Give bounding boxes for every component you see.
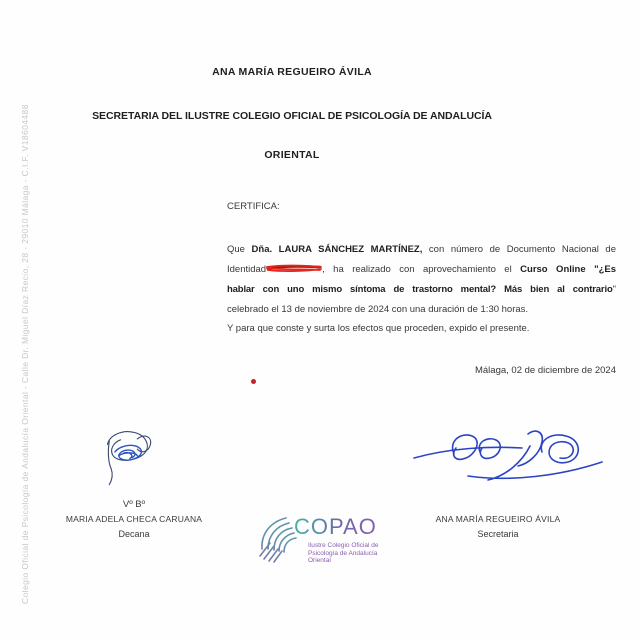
body-line-1 — [227, 240, 616, 260]
copao-logo-acronym: COPAO — [294, 514, 377, 539]
dni-redaction-scribble-icon — [266, 263, 322, 273]
body-line1-pre: Que — [227, 244, 252, 255]
secretaria-name: ANA MARÍA REGUEIRO ÁVILA — [435, 514, 561, 524]
certificate-body — [227, 240, 616, 320]
body-line-4: celebrado el 13 de noviembre de 2024 con una duración de 1:30 horas. — [227, 304, 529, 315]
copao-tagline-line1: Ilustre Colegio Oficial de — [308, 542, 379, 549]
right-signature-block — [428, 514, 568, 539]
copao-logo-tagline — [308, 542, 378, 565]
course-title-part1: Curso Online "¿Es — [520, 264, 616, 275]
body-line-3 — [227, 280, 616, 300]
decana-name: MARIA ADELA CHECA CARUANA — [65, 514, 203, 524]
closing-statement: Y para que conste y surta los efectos que proceden, expido el presente. — [227, 323, 530, 334]
certify-label: CERTIFICA: — [227, 201, 280, 212]
body-line-2 — [227, 260, 616, 280]
place-and-date: Málaga, 02 de diciembre de 2024 — [474, 365, 616, 376]
body-line2-mid: , ha realizado con aprovechamiento el — [322, 264, 521, 275]
body-line2-pre: Identidad — [227, 264, 267, 275]
recipient-name: Dña. LAURA SÁNCHEZ MARTÍNEZ, — [251, 244, 423, 255]
body-line3-post: " — [612, 284, 616, 295]
vobo-label: Vº Bº — [122, 499, 146, 510]
footer-vertical-text: Colegio Oficial de Psicología de Andalucía Oriental - Calle Dr. Miguel Díaz Recio, 28 - 29010 Málaga - C.I.F. V18604488 — [20, 104, 30, 604]
decana-signature-icon — [100, 426, 156, 490]
decana-role: Decana — [118, 529, 150, 539]
copao-tagline-line3: Oriental — [308, 557, 331, 564]
course-title-part2: hablar con uno mismo síntoma de trastorno mental? Más bien al contrario — [227, 284, 613, 295]
header-title-line1: SECRETARIA DEL ILUSTRE COLEGIO OFICIAL DE PSICOLOGÍA DE ANDALUCÍA — [92, 110, 492, 122]
header-title-line2: ORIENTAL — [264, 149, 320, 161]
body-line1-post: con número de Documento Nacional de — [422, 244, 616, 255]
left-signature-block — [64, 499, 204, 539]
header-secretary-name: ANA MARÍA REGUEIRO ÁVILA — [212, 66, 372, 78]
copao-logo-icon — [258, 516, 298, 564]
secretaria-signature-icon — [408, 424, 612, 486]
secretaria-role: Secretaria — [477, 529, 519, 539]
red-dot-mark — [251, 379, 256, 384]
copao-tagline-line2: Psicología de Andalucía — [308, 549, 378, 557]
